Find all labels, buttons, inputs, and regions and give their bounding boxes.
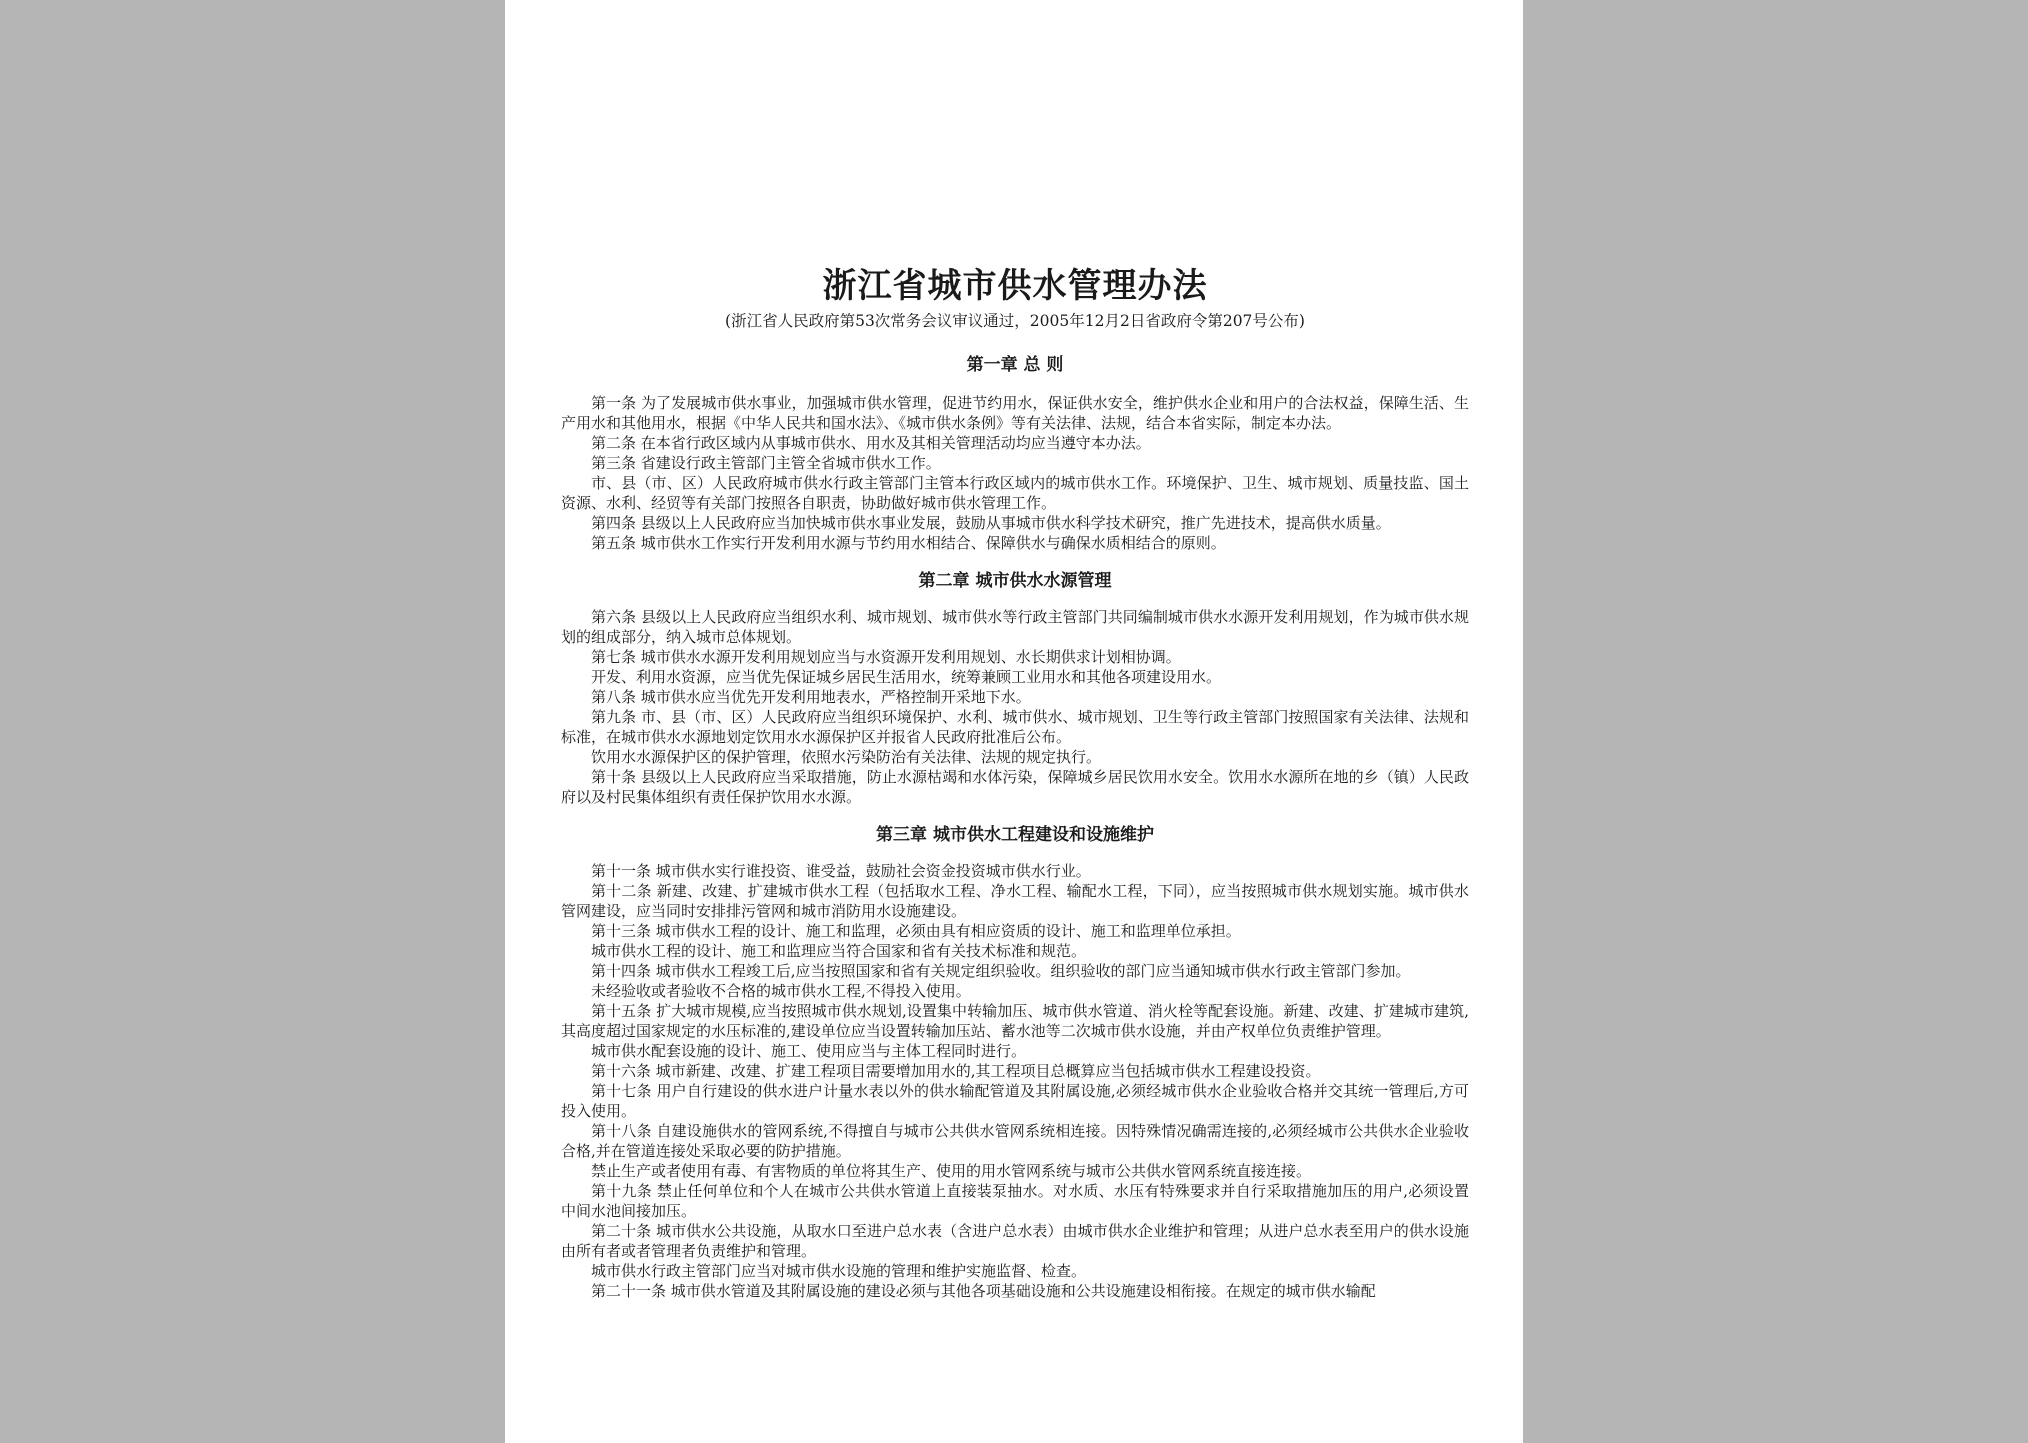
article-paragraph: 第二十条 城市供水公共设施，从取水口至进户总水表（含进户总水表）由城市供水企业维护和管理；从进户总水表至用户的供水设施由所有者或者管理者负责维护和管理。 bbox=[561, 1222, 1469, 1260]
article-paragraph: 第六条 县级以上人民政府应当组织水利、城市规划、城市供水等行政主管部门共同编制城市供水水源开发利用规划，作为城市供水规划的组成部分，纳入城市总体规划。 bbox=[561, 608, 1469, 646]
article-paragraph: 第十二条 新建、改建、扩建城市供水工程（包括取水工程、净水工程、输配水工程，下同），应当按照城市供水规划实施。城市供水管网建设，应当同时安排排污管网和城市消防用水设施建设。 bbox=[561, 882, 1469, 920]
chapter-1-heading: 第一章 总 则 bbox=[966, 355, 1064, 375]
article-paragraph: 第四条 县级以上人民政府应当加快城市供水事业发展，鼓励从事城市供水科学技术研究，推广先进技术，提高供水质量。 bbox=[591, 514, 1391, 532]
article-paragraph: 第三条 省建设行政主管部门主管全省城市供水工作。 bbox=[591, 454, 941, 472]
article-paragraph: 禁止生产或者使用有毒、有害物质的单位将其生产、使用的用水管网系统与城市公共供水管网系统直接连接。 bbox=[591, 1162, 1312, 1180]
chapter-2-body bbox=[561, 607, 1469, 807]
chapter-2-heading: 第二章 城市供水水源管理 bbox=[918, 571, 1112, 591]
article-paragraph: 饮用水水源保护区的保护管理，依照水污染防治有关法律、法规的规定执行。 bbox=[591, 748, 1102, 766]
article-paragraph: 城市供水配套设施的设计、施工、使用应当与主体工程同时进行。 bbox=[591, 1042, 1027, 1060]
document-subtitle: (浙江省人民政府第53次常务会议审议通过，2005年12月2日省政府令第207号公布) bbox=[725, 312, 1305, 330]
chapter-3-body bbox=[561, 861, 1469, 1301]
article-paragraph: 第二十一条 城市供水管道及其附属设施的建设必须与其他各项基础设施和公共设施建设相衔接。在规定的城市供水输配 bbox=[591, 1282, 1376, 1300]
article-paragraph: 第二条 在本省行政区域内从事城市供水、用水及其相关管理活动均应当遵守本办法。 bbox=[591, 434, 1151, 452]
article-paragraph: 市、县（市、区）人民政府城市供水行政主管部门主管本行政区域内的城市供水工作。环境保护、卫生、城市规划、质量技监、国土资源、水利、经贸等有关部门按照各自职责，协助做好城市供水管理工作。 bbox=[561, 474, 1469, 512]
article-paragraph: 城市供水工程的设计、施工和监理应当符合国家和省有关技术标准和规范。 bbox=[591, 942, 1087, 960]
article-paragraph: 第十三条 城市供水工程的设计、施工和监理，必须由具有相应资质的设计、施工和监理单位承担。 bbox=[591, 922, 1241, 940]
document-page bbox=[505, 0, 1523, 1443]
document-title: 浙江省城市供水管理办法 bbox=[822, 266, 1208, 306]
article-paragraph: 第一条 为了发展城市供水事业，加强城市供水管理，促进节约用水，保证供水安全，维护供水企业和用户的合法权益，保障生活、生产用水和其他用水，根据《中华人民共和国水法》、《城市供水条例》等有关法律、法规，结合本省实际，制定本办法。 bbox=[561, 394, 1469, 432]
article-paragraph: 城市供水行政主管部门应当对城市供水设施的管理和维护实施监督、检查。 bbox=[591, 1262, 1087, 1280]
article-paragraph: 第十七条 用户自行建设的供水进户计量水表以外的供水输配管道及其附属设施,必须经城市供水企业验收合格并交其统一管理后,方可投入使用。 bbox=[561, 1082, 1469, 1120]
article-paragraph: 第五条 城市供水工作实行开发利用水源与节约用水相结合、保障供水与确保水质相结合的原则。 bbox=[591, 534, 1226, 552]
article-paragraph: 未经验收或者验收不合格的城市供水工程,不得投入使用。 bbox=[591, 982, 971, 1000]
article-paragraph: 第十九条 禁止任何单位和个人在城市公共供水管道上直接装泵抽水。对水质、水压有特殊要求并自行采取措施加压的用户,必须设置中间水池间接加压。 bbox=[561, 1182, 1469, 1220]
article-paragraph: 第十条 县级以上人民政府应当采取措施，防止水源枯竭和水体污染，保障城乡居民饮用水安全。饮用水水源所在地的乡（镇）人民政府以及村民集体组织有责任保护饮用水水源。 bbox=[561, 768, 1469, 806]
document-content bbox=[561, 265, 1469, 1301]
article-paragraph: 第十八条 自建设施供水的管网系统,不得擅自与城市公共供水管网系统相连接。因特殊情况确需连接的,必须经城市公共供水企业验收合格,并在管道连接处采取必要的防护措施。 bbox=[561, 1122, 1469, 1160]
article-paragraph: 开发、利用水资源，应当优先保证城乡居民生活用水，统筹兼顾工业用水和其他各项建设用水。 bbox=[591, 668, 1222, 686]
article-paragraph: 第九条 市、县（市、区）人民政府应当组织环境保护、水利、城市供水、城市规划、卫生等行政主管部门按照国家有关法律、法规和标准，在城市供水水源地划定饮用水水源保护区并报省人民政府批准后公布。 bbox=[561, 708, 1469, 746]
article-paragraph: 第十四条 城市供水工程竣工后,应当按照国家和省有关规定组织验收。组织验收的部门应当通知城市供水行政主管部门参加。 bbox=[591, 962, 1411, 980]
article-paragraph: 第七条 城市供水水源开发利用规划应当与水资源开发利用规划、水长期供求计划相协调。 bbox=[591, 648, 1181, 666]
article-paragraph: 第八条 城市供水应当优先开发利用地表水，严格控制开采地下水。 bbox=[591, 688, 1031, 706]
article-paragraph: 第十五条 扩大城市规模,应当按照城市供水规划,设置集中转输加压、城市供水管道、消火栓等配套设施。新建、改建、扩建城市建筑,其高度超过国家规定的水压标准的,建设单位应当设置转输加压站、蓄水池等二次城市供水设施，并由产权单位负责维护管理。 bbox=[561, 1002, 1469, 1040]
article-paragraph: 第十六条 城市新建、改建、扩建工程项目需要增加用水的,其工程项目总概算应当包括城市供水工程建设投资。 bbox=[591, 1062, 1321, 1080]
chapter-1-body bbox=[561, 393, 1469, 553]
chapter-3-heading: 第三章 城市供水工程建设和设施维护 bbox=[876, 825, 1154, 845]
article-paragraph: 第十一条 城市供水实行谁投资、谁受益，鼓励社会资金投资城市供水行业。 bbox=[591, 862, 1091, 880]
